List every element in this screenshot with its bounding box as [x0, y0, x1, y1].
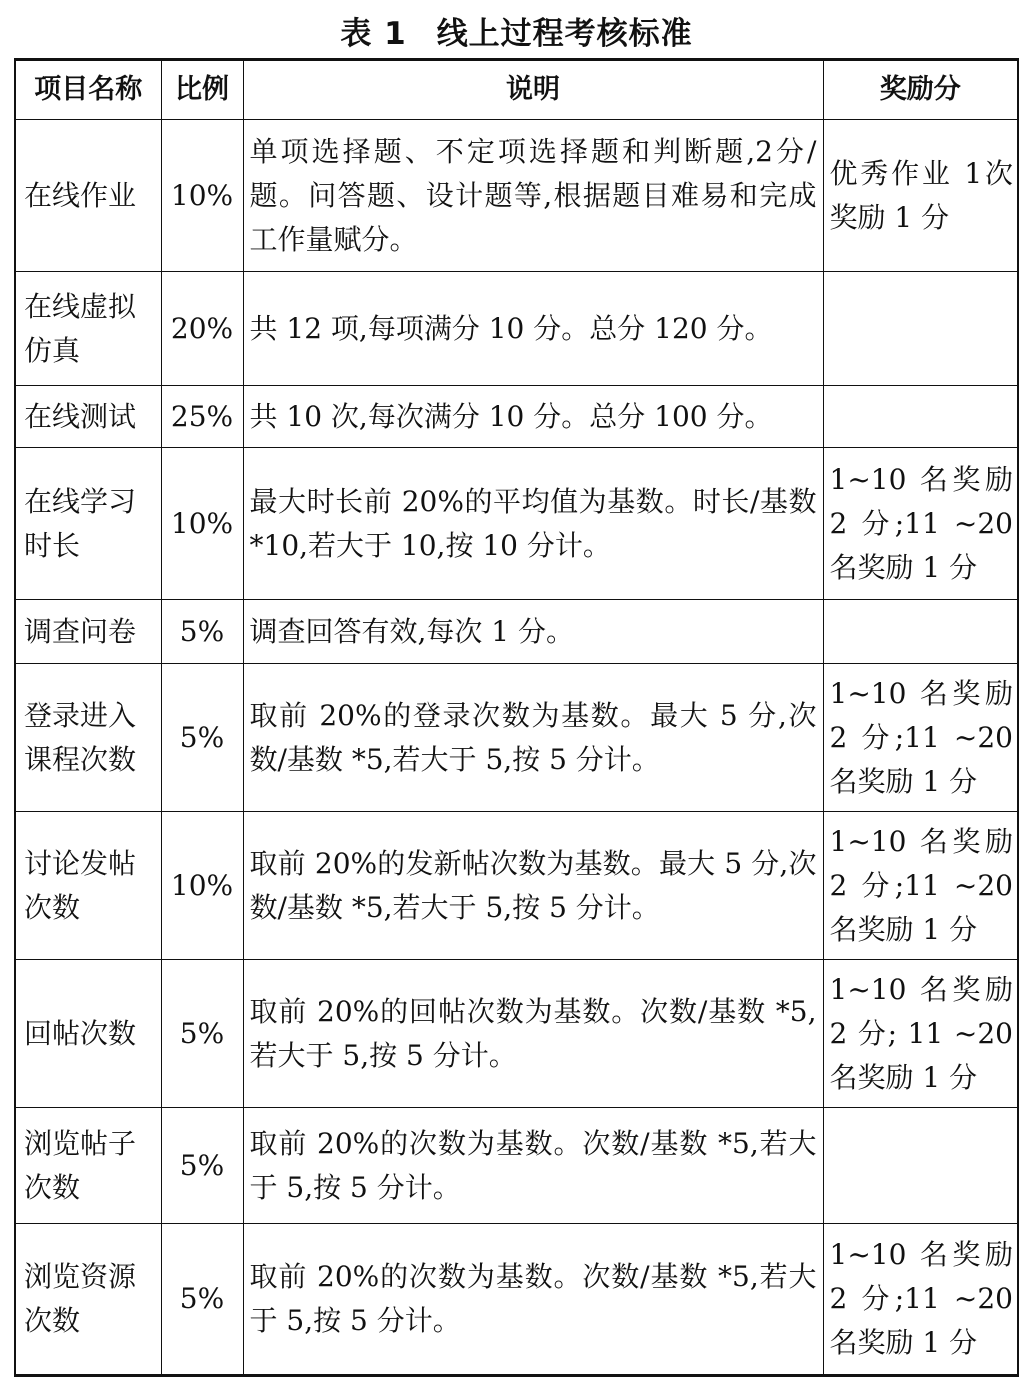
item-name: 浏览资源次数 [15, 1224, 161, 1376]
table-row [15, 664, 1018, 812]
item-description: 取前 20%的次数为基数。次数/基数 *5,若大于 5,按 5 分计。 [243, 1108, 823, 1224]
item-name: 在线作业 [15, 120, 161, 272]
table-caption [0, 8, 1033, 53]
item-name: 在线学习时长 [15, 448, 161, 600]
item-ratio: 25% [161, 386, 243, 448]
item-bonus [823, 1108, 1018, 1224]
item-bonus [823, 272, 1018, 386]
item-ratio: 5% [161, 664, 243, 812]
item-bonus: 1~10 名奖励 2 分;11 ~20名奖励 1 分 [823, 1224, 1018, 1376]
item-description: 调查回答有效,每次 1 分。 [243, 600, 823, 664]
table-row [15, 120, 1018, 272]
item-ratio: 5% [161, 1108, 243, 1224]
item-description: 单项选择题、不定项选择题和判断题,2分/题。问答题、设计题等,根据题目难易和完成工作量赋分。 [243, 120, 823, 272]
assessment-table [14, 58, 1019, 1377]
table-row [15, 600, 1018, 664]
table-row [15, 448, 1018, 600]
caption-title: 线上过程考核标准 [436, 16, 693, 52]
table-row [15, 386, 1018, 448]
item-bonus: 1~10 名奖励 2 分;11 ~20名奖励 1 分 [823, 448, 1018, 600]
item-ratio: 5% [161, 1224, 243, 1376]
header-row [15, 60, 1018, 120]
header-name: 项目名称 [15, 60, 161, 120]
item-ratio: 20% [161, 272, 243, 386]
item-description: 取前 20%的回帖次数为基数。次数/基数 *5,若大于 5,按 5 分计。 [243, 960, 823, 1108]
item-description: 最大时长前 20%的平均值为基数。时长/基数 *10,若大于 10,按 10 分计。 [243, 448, 823, 600]
item-description: 取前 20%的登录次数为基数。最大 5 分,次数/基数 *5,若大于 5,按 5 分计。 [243, 664, 823, 812]
item-bonus: 优秀作业 1次奖励 1 分 [823, 120, 1018, 272]
item-description: 共 12 项,每项满分 10 分。总分 120 分。 [243, 272, 823, 386]
item-description: 取前 20%的次数为基数。次数/基数 *5,若大于 5,按 5 分计。 [243, 1224, 823, 1376]
item-bonus [823, 386, 1018, 448]
table-row [15, 960, 1018, 1108]
item-bonus: 1~10 名奖励 2 分;11 ~20名奖励 1 分 [823, 664, 1018, 812]
item-name: 回帖次数 [15, 960, 161, 1108]
item-bonus: 1~10 名奖励 2 分;11 ~20名奖励 1 分 [823, 812, 1018, 960]
item-description: 取前 20%的发新帖次数为基数。最大 5 分,次数/基数 *5,若大于 5,按 5 分计。 [243, 812, 823, 960]
table-row [15, 1108, 1018, 1224]
header-description: 说明 [243, 60, 823, 120]
table-row [15, 272, 1018, 386]
table-row [15, 812, 1018, 960]
item-bonus [823, 600, 1018, 664]
item-ratio: 5% [161, 600, 243, 664]
item-ratio: 5% [161, 960, 243, 1108]
item-name: 登录进入课程次数 [15, 664, 161, 812]
item-name: 浏览帖子次数 [15, 1108, 161, 1224]
caption-number: 表 1 [340, 16, 407, 52]
item-name: 在线虚拟仿真 [15, 272, 161, 386]
item-ratio: 10% [161, 448, 243, 600]
table-row [15, 1224, 1018, 1376]
item-name: 在线测试 [15, 386, 161, 448]
item-ratio: 10% [161, 120, 243, 272]
header-bonus: 奖励分 [823, 60, 1018, 120]
item-bonus: 1~10 名奖励 2 分; 11 ~20名奖励 1 分 [823, 960, 1018, 1108]
item-description: 共 10 次,每次满分 10 分。总分 100 分。 [243, 386, 823, 448]
item-name: 调查问卷 [15, 600, 161, 664]
header-ratio: 比例 [161, 60, 243, 120]
item-name: 讨论发帖次数 [15, 812, 161, 960]
item-ratio: 10% [161, 812, 243, 960]
